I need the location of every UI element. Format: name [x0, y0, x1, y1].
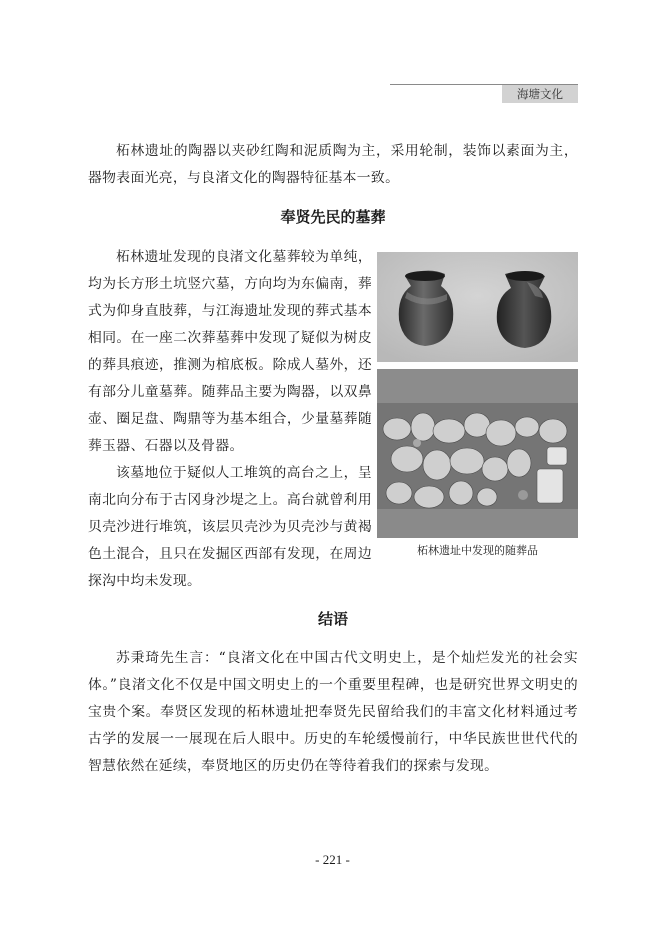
paragraph-burial-site: 该墓地位于疑似人工堆筑的高台之上，呈南北向分布于古冈身沙堤之上。高台就曾利用贝壳沙进行堆筑，该层贝壳沙为贝壳沙与黄褐色土混合，且只在发掘区西部有发现，在周边探沟中均未发现。 [88, 465, 372, 589]
running-header [390, 84, 578, 103]
paragraph-pottery: 柘林遗址的陶器以夹砂红陶和泥质陶为主，采用轮制，装饰以素面为主，器物表面光亮，与良渚文化的陶器特征基本一致。 [88, 143, 578, 186]
figure-caption: 柘林遗址中发现的随葬品 [417, 544, 538, 557]
heading-tombs: 奉贤先民的墓葬 [280, 208, 386, 226]
page-number: - 221 - [315, 852, 350, 867]
heading-conclusion: 结语 [317, 610, 348, 628]
paragraph-conclusion: 苏秉琦先生言：“良渚文化在中国古代文明史上，是个灿烂发光的社会实体。”良渚文化不仅是中国文明史上的一个重要里程碑，也是研究世界文明史的宝贵个案。奉贤区发现的柘林遗址把奉贤先民留给我们的丰富文化材料通过考古学的发展一一展现在后人眼中。历史的车轮缓慢前行，中华民族世世代代的智慧依然在延续，奉贤地区的历史仍在等待着我们的探索与发现。 [88, 650, 578, 774]
photo-pottery-vessels [377, 252, 578, 362]
photo-burial-artifacts [377, 369, 578, 538]
paragraph-tombs: 柘林遗址发现的良渚文化墓葬较为单纯，均为长方形土坑竖穴墓，方向均为东偏南，葬式为仰身直肢葬，与江海遗址发现的葬式基本相同。在一座二次葬墓葬中发现了疑似为树皮的葬具痕迹，推测为棺底板。除成人墓外，还有部分儿童墓葬。随葬品主要为陶器，以双鼻壶、圈足盘、陶鼎等为基本组合，少量墓葬随葬玉器、石器以及骨器。 [88, 249, 372, 454]
section-tab: 海塘文化 [502, 85, 578, 103]
